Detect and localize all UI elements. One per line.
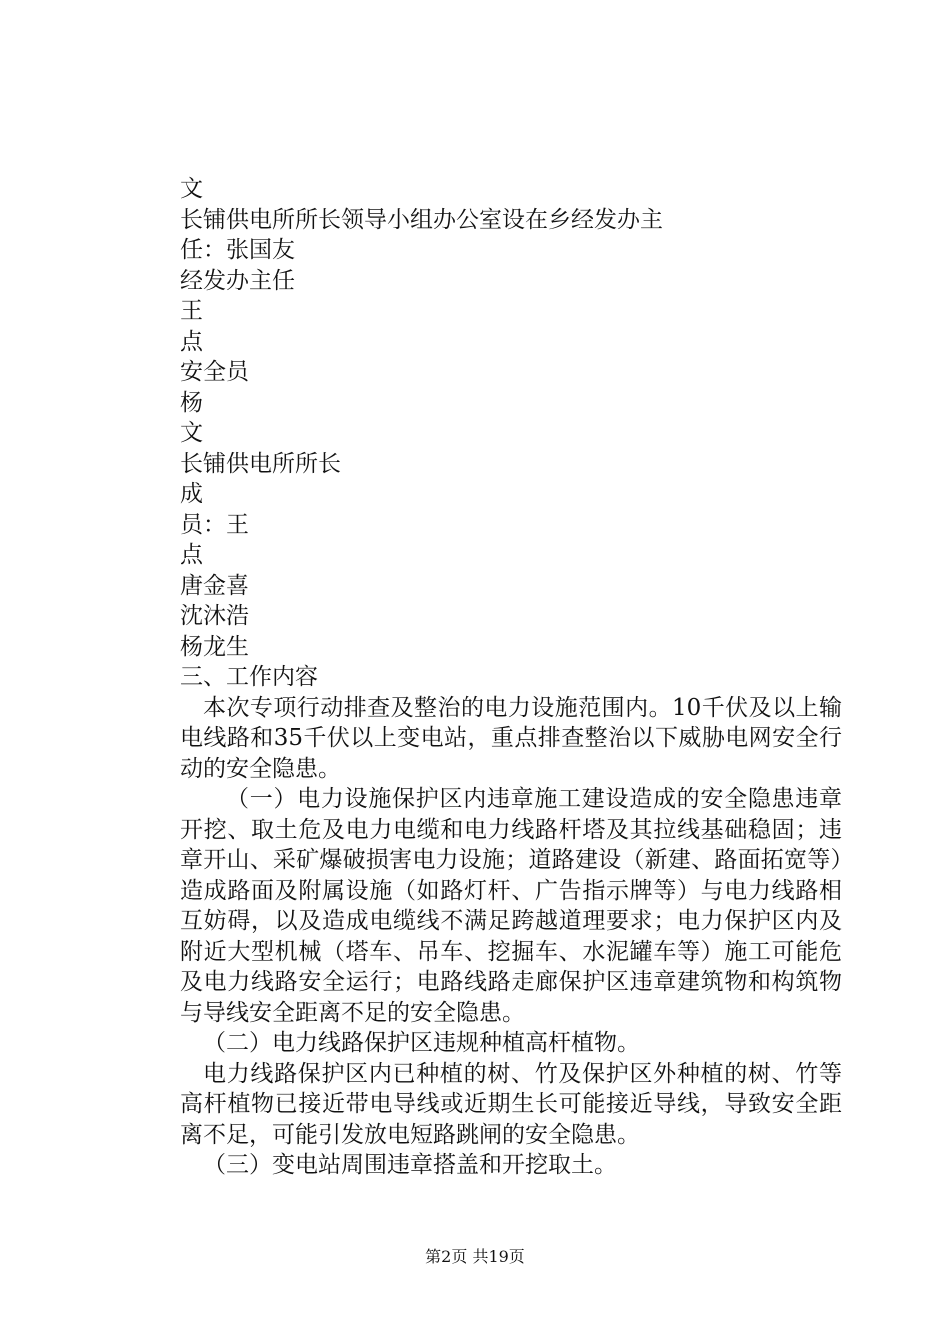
text-line: 成 bbox=[180, 481, 203, 507]
text-line: 文 bbox=[180, 420, 203, 446]
text-line: 经发办主任 bbox=[180, 267, 295, 294]
text-line: 杨龙生 bbox=[180, 633, 249, 660]
text-line: 员：王 bbox=[180, 511, 249, 538]
paragraph-item-3-heading: （三）变电站周围违章搭盖和开挖取土。 bbox=[203, 1152, 617, 1178]
text-line: 杨 bbox=[180, 389, 203, 416]
text-line: 点 bbox=[180, 542, 203, 568]
text-line: 点 bbox=[180, 328, 203, 355]
text-line: 王 bbox=[180, 298, 203, 324]
text-line: 唐金喜 bbox=[180, 572, 249, 599]
text-line: 长铺供电所所长领导小组办公室设在乡经发办主 bbox=[180, 206, 663, 233]
document-body bbox=[180, 174, 842, 1181]
section-heading: 三、工作内容 bbox=[180, 664, 318, 690]
text-line: 长铺供电所所长 bbox=[180, 450, 341, 477]
paragraph-scope: 本次专项行动排查及整治的电力设施范围内。10千伏及以上输电线路和35千伏以上变电站，重点排查整治以下威胁电网安全行动的安全隐患。 bbox=[180, 694, 842, 782]
text-line: 安全员 bbox=[180, 359, 249, 385]
paragraph-item-1: （一）电力设施保护区内违章施工建设造成的安全隐患违章开挖、取土危及电力电缆和电力线路杆塔及其拉线基础稳固；违章开山、采矿爆破损害电力设施；道路建设（新建、路面拓宽等）造成路面及附属设施（如路灯杆、广告指示牌等）与电力线路相互妨碍，以及造成电缆线不满足跨越道理要求；电力保护区内及附近大型机械（塔车、吊车、挖掘车、水泥罐车等）施工可能危及电力线路安全运行；电路线路走廊保护区违章建筑物和构筑物与导线安全距离不足的安全隐患。 bbox=[180, 786, 842, 1026]
paragraph-item-2-body: 电力线路保护区内已种植的树、竹及保护区外种植的树、竹等高杆植物已接近带电导线或近期生长可能接近导线，导致安全距离不足，可能引发放电短路跳闸的安全隐患。 bbox=[180, 1060, 842, 1148]
text-line: 沈沐浩 bbox=[180, 603, 249, 629]
text-line: 任：张国友 bbox=[180, 237, 295, 263]
paragraph-item-2-heading: （二）电力线路保护区违规种植高杆植物。 bbox=[203, 1030, 640, 1056]
text-line: 文 bbox=[180, 176, 203, 202]
page-number-footer: 第2页 共19页 bbox=[425, 1247, 525, 1266]
